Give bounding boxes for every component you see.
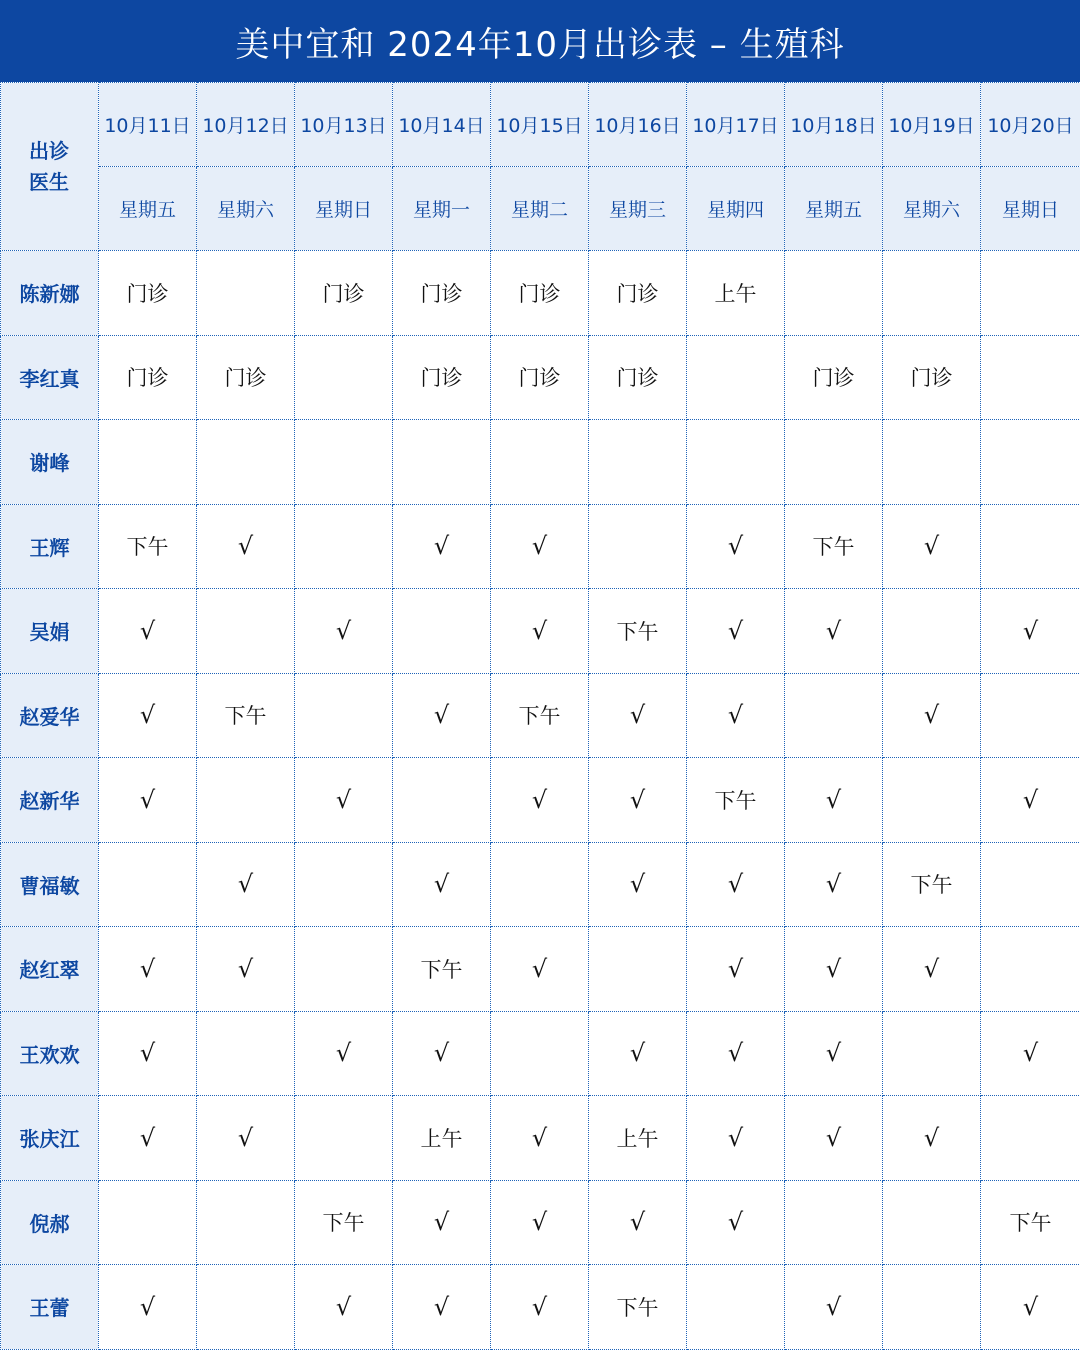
schedule-cell: √ [981,1011,1080,1096]
schedule-cell: √ [785,1096,883,1181]
schedule-cell: √ [785,589,883,674]
schedule-cell [687,335,785,420]
schedule-cell [981,335,1080,420]
schedule-cell [687,1265,785,1350]
doctor-name: 张庆江 [1,1096,99,1181]
schedule-cell: √ [883,504,981,589]
schedule-cell: √ [491,1180,589,1265]
schedule-cell [295,504,393,589]
schedule-cell [197,251,295,336]
schedule-cell [883,589,981,674]
schedule-cell: 门诊 [99,335,197,420]
schedule-cell: 门诊 [589,335,687,420]
schedule-cell: √ [981,758,1080,843]
schedule-cell: √ [687,673,785,758]
doctor-row [1,927,1080,1012]
doctor-row [1,842,1080,927]
date-header-row [1,83,1080,167]
schedule-cell [491,842,589,927]
schedule-cell [981,842,1080,927]
schedule-cell [491,420,589,505]
schedule-cell: √ [687,1011,785,1096]
doctor-row [1,1096,1080,1181]
page-title: 美中宜和 2024年10月出诊表 – 生殖科 [235,17,844,66]
schedule-cell: √ [295,1011,393,1096]
schedule-cell [295,927,393,1012]
schedule-cell [785,420,883,505]
schedule-cell: √ [393,504,491,589]
date-header: 10月14日 [393,83,491,167]
weekday-header: 星期日 [295,167,393,251]
weekday-header-row [1,167,1080,251]
schedule-cell: 门诊 [491,251,589,336]
schedule-cell: 下午 [491,673,589,758]
schedule-cell [785,673,883,758]
doctor-name: 王欢欢 [1,1011,99,1096]
schedule-table [0,82,1080,1350]
schedule-cell: √ [687,1096,785,1181]
schedule-cell: 门诊 [393,335,491,420]
schedule-cell [589,420,687,505]
doctor-name: 赵爱华 [1,673,99,758]
schedule-cell: √ [393,673,491,758]
schedule-cell: √ [295,1265,393,1350]
schedule-cell [295,420,393,505]
schedule-cell: √ [295,758,393,843]
date-header: 10月16日 [589,83,687,167]
title-bar [0,0,1080,82]
schedule-cell [883,1011,981,1096]
schedule-cell: 门诊 [295,251,393,336]
schedule-cell: 下午 [981,1180,1080,1265]
schedule-cell [883,1180,981,1265]
schedule-cell: √ [785,842,883,927]
doctor-row [1,1265,1080,1350]
schedule-cell: √ [99,1096,197,1181]
schedule-cell: √ [981,1265,1080,1350]
schedule-cell: √ [785,927,883,1012]
corner-label-line1: 出诊 [29,139,69,163]
schedule-cell: √ [687,842,785,927]
date-header: 10月20日 [981,83,1080,167]
schedule-cell [197,589,295,674]
schedule-cell: √ [687,589,785,674]
schedule-cell: √ [99,673,197,758]
doctor-row [1,1180,1080,1265]
schedule-cell [491,1011,589,1096]
schedule-cell: √ [589,1180,687,1265]
schedule-cell [589,927,687,1012]
schedule-cell [99,1180,197,1265]
doctor-name: 曹福敏 [1,842,99,927]
schedule-cell: 下午 [197,673,295,758]
schedule-cell: √ [99,758,197,843]
doctor-name: 王蕾 [1,1265,99,1350]
schedule-cell: √ [393,842,491,927]
doctor-row [1,420,1080,505]
doctor-name: 谢峰 [1,420,99,505]
weekday-header: 星期一 [393,167,491,251]
schedule-cell: √ [491,927,589,1012]
doctor-name: 陈新娜 [1,251,99,336]
doctor-row [1,673,1080,758]
schedule-cell [883,420,981,505]
doctor-row [1,758,1080,843]
schedule-cell [981,504,1080,589]
schedule-cell: √ [687,927,785,1012]
date-header: 10月18日 [785,83,883,167]
schedule-cell [295,335,393,420]
schedule-cell [883,251,981,336]
schedule-cell: 门诊 [197,335,295,420]
schedule-cell [785,251,883,336]
schedule-cell [295,842,393,927]
doctor-name: 赵新华 [1,758,99,843]
schedule-cell: √ [589,842,687,927]
schedule-cell: √ [883,673,981,758]
schedule-cell [393,589,491,674]
date-header: 10月15日 [491,83,589,167]
schedule-cell [197,758,295,843]
schedule-cell: 下午 [295,1180,393,1265]
schedule-cell [99,420,197,505]
schedule-cell [295,1096,393,1181]
schedule-cell: √ [687,1180,785,1265]
schedule-cell: √ [883,927,981,1012]
schedule-cell: 门诊 [589,251,687,336]
schedule-cell [393,758,491,843]
schedule-cell [981,927,1080,1012]
weekday-header: 星期五 [785,167,883,251]
schedule-cell [687,420,785,505]
corner-header [1,83,99,251]
schedule-cell: 下午 [589,1265,687,1350]
schedule-cell: 门诊 [393,251,491,336]
schedule-cell [197,1265,295,1350]
schedule-cell: 门诊 [785,335,883,420]
schedule-cell: √ [687,504,785,589]
doctor-name: 倪郝 [1,1180,99,1265]
schedule-cell [981,420,1080,505]
schedule-cell: √ [393,1180,491,1265]
schedule-cell: √ [785,758,883,843]
schedule-cell [295,673,393,758]
doctor-name: 赵红翠 [1,927,99,1012]
doctor-row [1,504,1080,589]
schedule-cell [981,1096,1080,1181]
schedule-cell: 上午 [589,1096,687,1181]
schedule-cell: √ [99,1265,197,1350]
schedule-cell: √ [197,842,295,927]
schedule-cell [981,251,1080,336]
schedule-cell: √ [491,758,589,843]
doctor-name: 李红真 [1,335,99,420]
doctor-row [1,251,1080,336]
schedule-cell: √ [197,1096,295,1181]
schedule-cell: 下午 [393,927,491,1012]
schedule-cell: √ [589,758,687,843]
schedule-cell: √ [295,589,393,674]
schedule-cell [883,758,981,843]
schedule-cell: √ [981,589,1080,674]
weekday-header: 星期四 [687,167,785,251]
schedule-cell: 下午 [99,504,197,589]
date-header: 10月17日 [687,83,785,167]
weekday-header: 星期日 [981,167,1080,251]
schedule-cell: √ [491,504,589,589]
schedule-cell: √ [393,1265,491,1350]
doctor-row [1,589,1080,674]
weekday-header: 星期二 [491,167,589,251]
schedule-cell: √ [99,927,197,1012]
schedule-cell: 下午 [883,842,981,927]
weekday-header: 星期六 [883,167,981,251]
schedule-cell [393,420,491,505]
schedule-cell [785,1180,883,1265]
schedule-cell: √ [785,1011,883,1096]
schedule-cell: 上午 [393,1096,491,1181]
doctor-row [1,1011,1080,1096]
schedule-cell [981,673,1080,758]
doctor-name: 吴娟 [1,589,99,674]
date-header: 10月19日 [883,83,981,167]
schedule-cell: √ [491,1265,589,1350]
schedule-cell: √ [589,1011,687,1096]
schedule-cell: √ [197,927,295,1012]
schedule-cell: √ [491,589,589,674]
schedule-cell [883,1265,981,1350]
schedule-cell: √ [883,1096,981,1181]
date-header: 10月12日 [197,83,295,167]
weekday-header: 星期三 [589,167,687,251]
schedule-cell: √ [99,1011,197,1096]
schedule-cell [197,420,295,505]
weekday-header: 星期六 [197,167,295,251]
schedule-cell: 门诊 [491,335,589,420]
date-header: 10月11日 [99,83,197,167]
schedule-cell: 下午 [589,589,687,674]
date-header: 10月13日 [295,83,393,167]
schedule-cell [197,1180,295,1265]
doctor-row [1,335,1080,420]
schedule-cell: √ [393,1011,491,1096]
weekday-header: 星期五 [99,167,197,251]
schedule-cell: 门诊 [99,251,197,336]
schedule-cell: √ [589,673,687,758]
schedule-cell: 上午 [687,251,785,336]
doctor-name: 王辉 [1,504,99,589]
schedule-cell [99,842,197,927]
schedule-cell: √ [491,1096,589,1181]
schedule-cell: √ [99,589,197,674]
corner-label-line2: 医生 [29,170,69,194]
schedule-cell [197,1011,295,1096]
schedule-cell: √ [785,1265,883,1350]
schedule-cell [589,504,687,589]
schedule-cell: 下午 [785,504,883,589]
schedule-cell: 下午 [687,758,785,843]
schedule-cell: 门诊 [883,335,981,420]
schedule-cell: √ [197,504,295,589]
